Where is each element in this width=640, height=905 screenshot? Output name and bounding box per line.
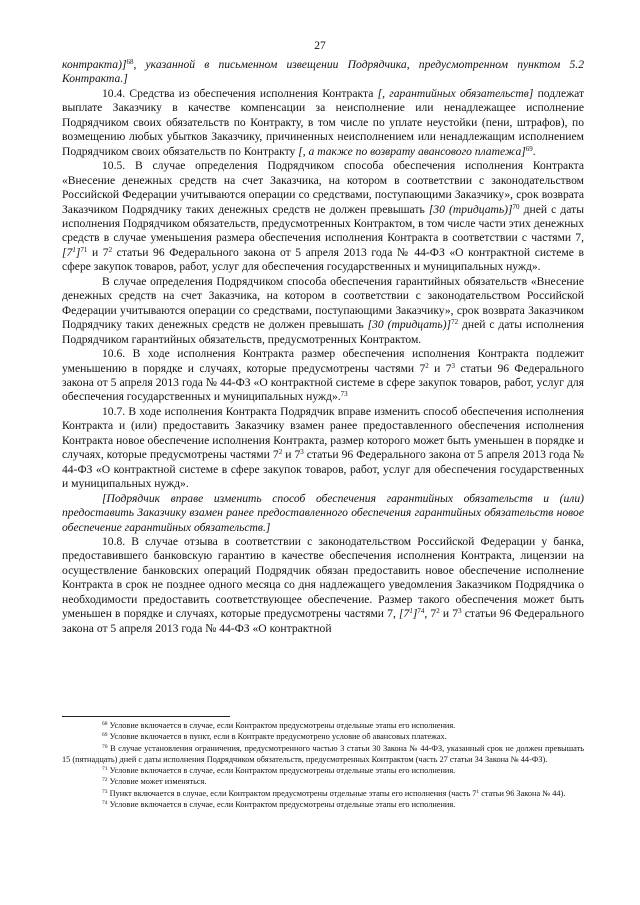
paragraph-text: 10.4. Средства из обеспечения исполнения Контракта [102,86,378,100]
footnote-divider [62,716,230,717]
paragraph-text: подлежат выплате Заказчику в качестве компенсации за неисполнение или ненадлежащее исполнение Подрядчиком своих обязательств по Контракту, в том числе по уплате неустойки (пени, штрафов), по возмещению любых убытков Заказчику, причиненных неисполнением или ненадлежащим исполнением Подрядчиком своих обязательств по Контракту [62,86,585,158]
italic-text: контракта)] [62,58,127,71]
footnote-ref[interactable]: 69 [525,144,533,153]
paragraph-text: статьи 96 Федерального закона от 5 апреля 2013 года № 44-ФЗ «О контрактной системе в сфере закупок товаров, работ, услуг для обеспечения государственных и муниципальных нужд». [62,448,584,491]
footnote-69 [62,731,584,742]
superscript: 2 [436,607,440,616]
paragraph-text: статьи 96 Федерального закона от 5 апреля 2013 года № 44-ФЗ «О контрактной системе в сфере закупок товаров, работ, услуг для обеспечения государственных и муниципальных нужд». [62,361,584,404]
paragraph-text: и 7 [282,448,301,462]
paragraph-text: , 7 [424,607,437,621]
footnote-text: Условие включается в случае, если Контрактом предусмотрены отдельные этапы его исполнения. [107,721,456,730]
footnote-ref[interactable]: 68 [126,58,134,66]
paragraph-10-4 [62,87,584,159]
footnote-number: 72 [102,777,108,784]
italic-text: [, а также по возврату авансового платежа] [298,144,526,158]
footnote-number: 69 [102,732,108,739]
footnote-text: Условие включается в пункт, если в Контракте предусмотрено условие об авансовых платежах. [107,732,447,742]
footnote-72 [62,776,584,787]
paragraph-text: 10.7. В ходе исполнения Контракта Подрядчик вправе изменить способ обеспечения исполнения Контракта и (или) предоставить Заказчику взамен ранее предоставленного обеспечения исполнения Контракта новое обеспечение исполнения Контракта, размер которого может быть уменьшен в порядке и случаях, которые предусмотрены частями 7 [62,404,584,462]
superscript: 2 [108,245,113,254]
superscript: 2 [278,448,283,457]
footnote-number: 73 [102,788,108,795]
superscript: 3 [451,361,455,370]
paragraph-text: 10.6. В ходе исполнения Контракта размер обеспечения исполнения Контракта подлежит уменьшению в порядке и случаях, которые предусмотрены частями 7 [62,347,584,375]
paragraph-10-5-guarantee [62,275,584,347]
footnote-text: Пункт включается в случае, если Контрактом предусмотрены отдельные этапы его исполнения (часть 7 [107,788,477,798]
italic-text: [, гарантийных обязательств] [377,86,534,100]
paragraph-text: В случае определения Подрядчиком способа обеспечения гарантийных обязательств «Внесение денежных средств на счет Заказчика, на котором в соответствии с законодательством Российской Федерации учитываются операции со средствами, поступающими Заказчику», срок возврата Заказчиком Подрядчику таких денежных средств не должен превышать [62,274,584,332]
italic-text: , указанной в письменном извещении Подрядчика, предусмотренном пунктом 5.2 Контракта.] [62,58,584,86]
footnote-text: В случае установления ограничения, предусмотренного частью 3 статьи 30 Закона № 44-ФЗ, указанный срок не должен превышать 15 (пятнадцать) дней с даты исполнения Подрядчиком обязательств, предусмотренных Контрактом (часть 27 статьи 34 Закона № 44-ФЗ). [62,743,584,764]
italic-text: ] [75,245,81,259]
footnote-ref[interactable]: 72 [451,318,459,327]
footnote-ref[interactable]: 70 [512,202,520,211]
paragraph-text: 10.5. В случае определения Подрядчиком способа обеспечения исполнения Контракта «Внесение денежных средств на счет Заказчика, на котором в соответствии с законодательством Российской Федерации учитываются операции со средствами, поступающими Заказчику», срок возврата Заказчиком Подрядчику таких денежных средств не должен превышать [62,159,584,216]
footnote-ref[interactable]: 73 [340,390,348,399]
footnotes [62,720,584,810]
footnote-ref[interactable]: 71 [80,245,88,254]
paragraph-text: статьи 96 Федерального закона от 5 апреля 2013 года № 44-ФЗ «О контрактной [62,607,584,635]
paragraph-text: и 7 [87,245,109,259]
superscript: 3 [300,448,304,457]
footnote-71 [62,765,584,776]
italic-text: [7 [399,607,410,621]
footnote-text: Условие может изменяться. [107,777,207,787]
paragraph-continuation [62,58,584,87]
footnote-73 [62,788,584,799]
page-number: 27 [314,40,326,52]
superscript: 1 [476,788,480,795]
paragraph-10-7-guarantee [62,492,584,535]
footnote-70 [62,743,584,766]
paragraph-10-7 [62,405,584,492]
footnote-number: 68 [102,721,108,727]
paragraph-text: 10.8. В случае отзыва в соответствии с законодательством Российской Федерации у банка, предоставившего банковскую гарантию в качестве обеспечения исполнения Контракта, лицензии на осуществление банковских операций Подрядчик обязан предоставить новое обеспечение исполнение Контракта в срок не позднее одного месяца со дня надлежащего уведомления Заказчиком Подрядчика о необходимости предоставить соответствующее обеспечение. Размер такого обеспечения может быть уменьшен в порядке и случаях, которые предусмотрены частями 7, [62,534,584,621]
footnote-text: Условие включается в случае, если Контрактом предусмотрены отдельные этапы его исполнения. [107,766,456,776]
footnote-74 [62,799,584,810]
footnote-ref[interactable]: 74 [417,607,425,616]
paragraph-text: дней с даты исполнения Подрядчиком обязательств, предусмотренных Контрактом, в том числе части этих денежных средств в случае уменьшения размера обеспечения исполнения Контракта в соответствии с частями 7, [62,202,585,245]
paragraph-text: дней с даты исполнения Подрядчиком гарантийных обязательств, предусмотренных Контрактом. [62,318,584,346]
superscript: 1 [409,607,413,616]
footnote-text: статьи 96 Закона № 44). [479,788,566,798]
paragraph-text: и 7 [428,361,452,375]
document-body [62,58,584,636]
italic-text: [30 (тридцать)] [367,318,452,332]
italic-text: ] [412,607,418,621]
paragraph-text: статьи 96 Федерального закона от 5 апреля 2013 года № 44-ФЗ «О контрактной системе в сфере закупок товаров, работ, услуг для обеспечения государственных и муниципальных нужд». [62,245,584,274]
paragraph-text: . [532,144,536,158]
footnote-68 [62,720,584,731]
paragraph-10-5 [62,159,584,275]
italic-text: [Подрядчик вправе изменить способ обеспечения гарантийных обязательств и (или) предоставить Заказчику взамен ранее предоставленного обеспечения гарантийных обязательств новое обеспечение гарантийных обязательств.] [62,491,584,534]
superscript: 1 [72,245,76,254]
superscript: 2 [425,361,429,370]
italic-text: [7 [62,245,73,259]
paragraph-10-6 [62,347,584,405]
italic-text: [30 (тридцать)] [428,202,513,216]
footnote-number: 71 [102,766,108,773]
superscript: 3 [458,607,462,616]
paragraph-text: и 7 [439,607,459,621]
paragraph-10-8 [62,535,584,636]
footnote-text: Условие включается в случае, если Контрактом предусмотрены отдельные этапы его исполнения. [107,800,456,810]
footnote-number: 70 [102,743,108,750]
footnote-number: 74 [102,800,108,807]
